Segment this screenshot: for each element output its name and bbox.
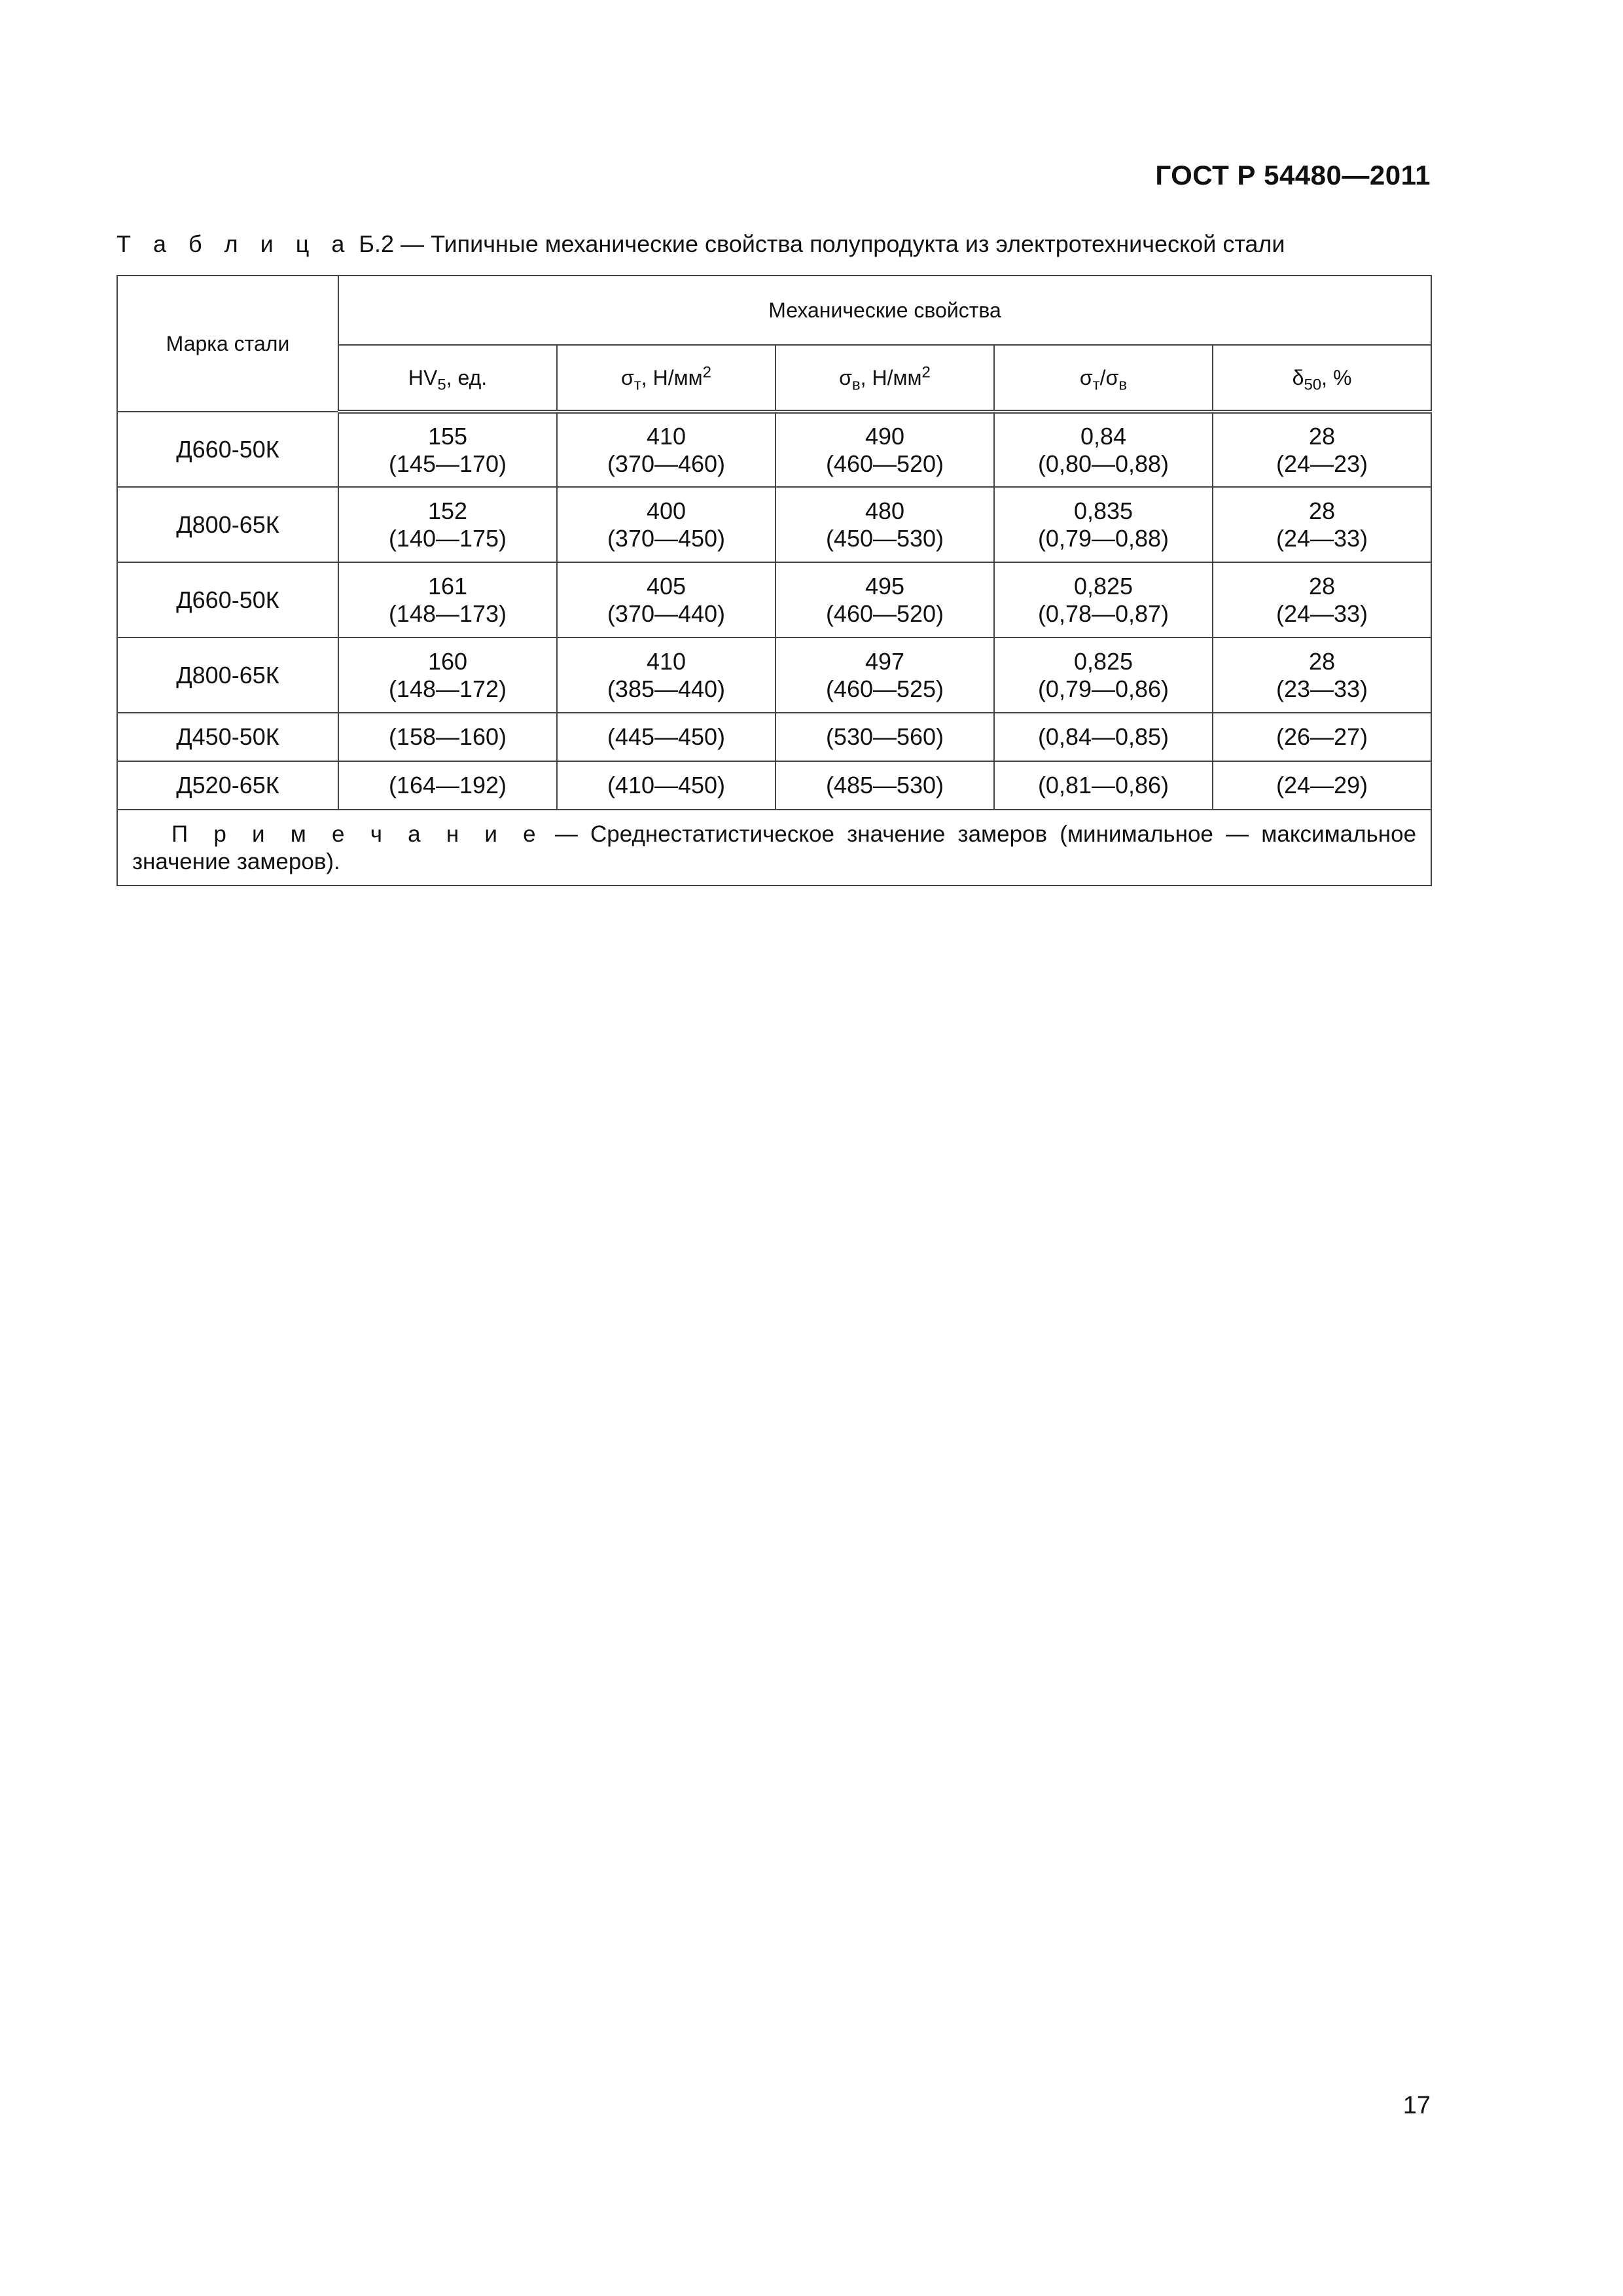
table-row [117,412,1431,487]
note-label: П р и м е ч а н и е [171,821,543,847]
table-cell: 495 (460—520) [776,562,994,637]
table-cell: 410 (385—440) [557,637,776,713]
standard-designation: ГОСТ Р 54480—2011 [1155,160,1431,190]
table-cell: (485—530) [776,761,994,810]
table-cell: (530—560) [776,713,994,761]
col-header-yield-strength: $\sigma_т$, $Н/мм^2$ [557,345,776,412]
table-note [117,810,1431,886]
col-header-tensile-strength: $\sigma_в$, $Н/мм^2$ [776,345,994,412]
table-cell: 28 (23—33) [1213,637,1431,713]
table-row [117,562,1431,637]
table-cell: 405 (370—440) [557,562,776,637]
table-cell: 480 (450—530) [776,487,994,562]
steel-grade-cell: Д450-50К [117,713,338,761]
table-cell: 0,825 (0,78—0,87) [994,562,1213,637]
table-cell: 497 (460—525) [776,637,994,713]
steel-grade-cell: Д520-65К [117,761,338,810]
table-cell: 0,84 (0,80—0,88) [994,412,1213,487]
table-cell: (445—450) [557,713,776,761]
table-cell: (0,84—0,85) [994,713,1213,761]
table-row [117,713,1431,761]
table-cell: 400 (370—450) [557,487,776,562]
group-header-mechanical-properties: Механические свойства [338,276,1431,345]
table-row [117,761,1431,810]
table-cell: 155 (145—170) [338,412,557,487]
table-cell: 160 (148—172) [338,637,557,713]
page-number: 17 [1402,2092,1431,2119]
table-cell: 0,825 (0,79—0,86) [994,637,1213,713]
table-cell: 152 (140—175) [338,487,557,562]
table-cell: (158—160) [338,713,557,761]
col-header-steel-grade: Марка стали [117,276,338,412]
table-caption-number: Б.2 [359,230,395,257]
steel-grade-cell: Д800-65К [117,637,338,713]
steel-grade-cell: Д800-65К [117,487,338,562]
table-cell: 28 (24—33) [1213,562,1431,637]
table-cell: (0,81—0,86) [994,761,1213,810]
table-note-row [117,810,1431,886]
table-cell: 161 (148—173) [338,562,557,637]
col-header-elongation: $\delta_{50}$, % [1213,345,1431,412]
col-header-hardness: $HV_5$, ед. [338,345,557,412]
table-cell: (26—27) [1213,713,1431,761]
col-header-strength-ratio: $\sigma_т/\sigma_в$ [994,345,1213,412]
note-text: — Среднестатистическое значение замеров (минимальное — максимальное значение замеров). [132,821,1417,874]
mechanical-properties-table [116,275,1432,886]
table-cell: 490 (460—520) [776,412,994,487]
table-caption-label: Т а б л и ц а [116,230,353,257]
table-cell: 410 (370—460) [557,412,776,487]
table-cell: (164—192) [338,761,557,810]
table-row [117,487,1431,562]
table-cell: (24—29) [1213,761,1431,810]
table-cell: 0,835 (0,79—0,88) [994,487,1213,562]
table-row [117,637,1431,713]
steel-grade-cell: Д660-50К [117,562,338,637]
table-cell: 28 (24—23) [1213,412,1431,487]
table-cell: (410—450) [557,761,776,810]
table-caption-title: — Типичные механические свойства полупродукта из электротехнической стали [401,230,1285,257]
steel-grade-cell: Д660-50К [117,412,338,487]
table-caption [116,230,1285,258]
table-cell: 28 (24—33) [1213,487,1431,562]
